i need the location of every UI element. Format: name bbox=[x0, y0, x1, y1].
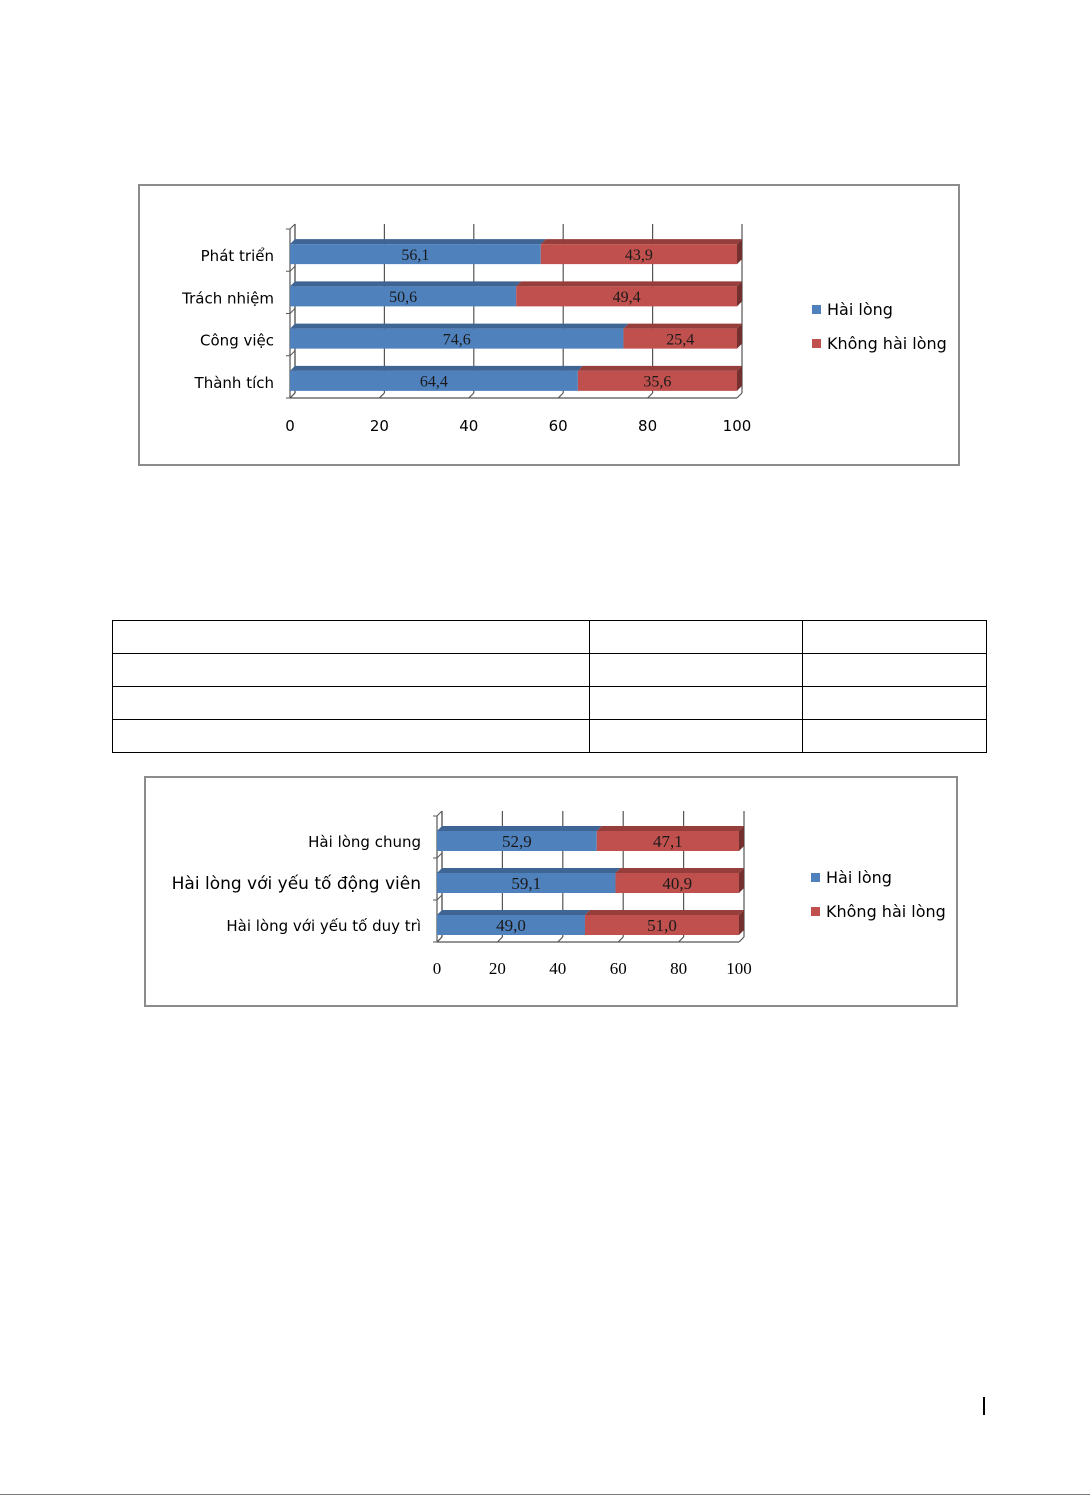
x-tick-label: 0 bbox=[432, 959, 442, 978]
bar-top-face bbox=[578, 366, 742, 371]
y-tick-depth bbox=[290, 309, 295, 314]
legend-swatch-hai-long bbox=[812, 305, 821, 314]
x-tick-label: 80 bbox=[638, 417, 658, 435]
chart-2-legend bbox=[811, 860, 946, 928]
y-tick-depth bbox=[437, 811, 442, 816]
x-tick-label: 0 bbox=[285, 417, 295, 435]
floor-line bbox=[558, 937, 563, 942]
table-cell bbox=[803, 720, 987, 753]
bottom-rule bbox=[0, 1494, 1090, 1495]
data-label: 59,1 bbox=[511, 874, 542, 894]
floor-line bbox=[618, 937, 623, 942]
x-tick-label: 60 bbox=[609, 959, 627, 978]
data-label: 51,0 bbox=[647, 916, 677, 936]
table-row bbox=[113, 621, 987, 654]
category-label: Công việc bbox=[200, 331, 274, 350]
x-tick-label: 100 bbox=[722, 417, 752, 435]
y-tick-depth bbox=[290, 224, 295, 229]
category-label: Hài lòng với yếu tố động viên bbox=[171, 874, 421, 894]
table-row bbox=[113, 720, 987, 753]
page-number-mark bbox=[983, 1397, 985, 1415]
bar-top-face bbox=[541, 239, 742, 244]
bar-top-face bbox=[585, 910, 744, 915]
data-label: 56,1 bbox=[401, 246, 430, 264]
table-cell bbox=[803, 654, 987, 687]
y-tick-depth bbox=[437, 853, 442, 858]
x-tick-label: 100 bbox=[726, 959, 752, 978]
chart-2 bbox=[144, 776, 958, 1007]
table-cell bbox=[590, 687, 803, 720]
bar-top-face bbox=[290, 239, 546, 244]
x-tick-label: 40 bbox=[549, 959, 567, 978]
table-cell bbox=[590, 720, 803, 753]
table-row bbox=[113, 654, 987, 687]
floor-line bbox=[737, 393, 742, 398]
data-label: 40,9 bbox=[662, 874, 693, 894]
data-label: 64,4 bbox=[419, 373, 448, 391]
table-cell bbox=[113, 720, 590, 753]
chart-1-legend bbox=[812, 292, 947, 360]
table-row bbox=[113, 687, 987, 720]
y-tick-depth bbox=[290, 393, 295, 398]
bar-top-face bbox=[615, 868, 744, 873]
legend-item-khong-hai-long bbox=[812, 326, 947, 360]
table-cell bbox=[113, 687, 590, 720]
bar-top-face bbox=[290, 281, 521, 286]
bar-top-face bbox=[516, 281, 742, 286]
legend-item-hai-long bbox=[812, 292, 947, 326]
table-cell bbox=[590, 621, 803, 654]
table-cell bbox=[113, 621, 590, 654]
legend-label: Hài lòng bbox=[826, 867, 892, 887]
data-label: 25,4 bbox=[666, 331, 695, 349]
legend-label: Không hài lòng bbox=[827, 333, 947, 353]
category-label: Hài lòng chung bbox=[308, 833, 421, 851]
table-cell bbox=[590, 654, 803, 687]
legend-swatch-hai-long bbox=[811, 873, 820, 882]
legend-label: Hài lòng bbox=[827, 299, 893, 319]
category-label: Thành tích bbox=[194, 373, 274, 392]
floor-line bbox=[648, 393, 653, 398]
bar-top-face bbox=[623, 324, 742, 329]
x-tick-label: 60 bbox=[548, 417, 568, 435]
category-label: Hài lòng với yếu tố duy trì bbox=[226, 917, 421, 935]
floor-line bbox=[379, 393, 384, 398]
legend-item-khong-hai-long bbox=[811, 894, 946, 928]
floor-line bbox=[679, 937, 684, 942]
floor-line bbox=[469, 393, 474, 398]
chart-1 bbox=[138, 184, 960, 466]
x-tick-label: 20 bbox=[369, 417, 389, 435]
data-label: 43,9 bbox=[624, 246, 653, 264]
data-label: 47,1 bbox=[653, 832, 683, 852]
y-tick-depth bbox=[290, 266, 295, 271]
y-tick-depth bbox=[437, 937, 442, 942]
floor-line bbox=[739, 937, 744, 942]
y-tick-depth bbox=[437, 895, 442, 900]
data-label: 35,6 bbox=[643, 373, 672, 391]
category-label: Phát triển bbox=[200, 247, 274, 266]
legend-swatch-khong-hai-long bbox=[811, 907, 820, 916]
data-label: 49,0 bbox=[496, 916, 526, 936]
bar-top-face bbox=[437, 868, 620, 873]
table-cell bbox=[803, 687, 987, 720]
table-cell bbox=[803, 621, 987, 654]
bar-top-face bbox=[437, 910, 590, 915]
data-label: 52,9 bbox=[502, 832, 532, 852]
legend-item-hai-long bbox=[811, 860, 946, 894]
bar-top-face bbox=[437, 826, 602, 831]
x-tick-label: 80 bbox=[670, 959, 688, 978]
bar-top-face bbox=[290, 366, 583, 371]
x-tick-label: 20 bbox=[488, 959, 506, 978]
legend-swatch-khong-hai-long bbox=[812, 339, 821, 348]
data-label: 74,6 bbox=[442, 331, 471, 349]
floor-line bbox=[497, 937, 502, 942]
y-tick-depth bbox=[290, 351, 295, 356]
bar-top-face bbox=[597, 826, 744, 831]
category-label: Trách nhiệm bbox=[182, 289, 274, 308]
legend-label: Không hài lòng bbox=[826, 901, 946, 921]
empty-table bbox=[112, 620, 987, 753]
floor-line bbox=[558, 393, 563, 398]
bar-top-face bbox=[290, 324, 628, 329]
table-cell bbox=[113, 654, 590, 687]
data-label: 49,4 bbox=[612, 289, 641, 307]
data-label: 50,6 bbox=[389, 289, 418, 307]
x-tick-label: 40 bbox=[459, 417, 479, 435]
